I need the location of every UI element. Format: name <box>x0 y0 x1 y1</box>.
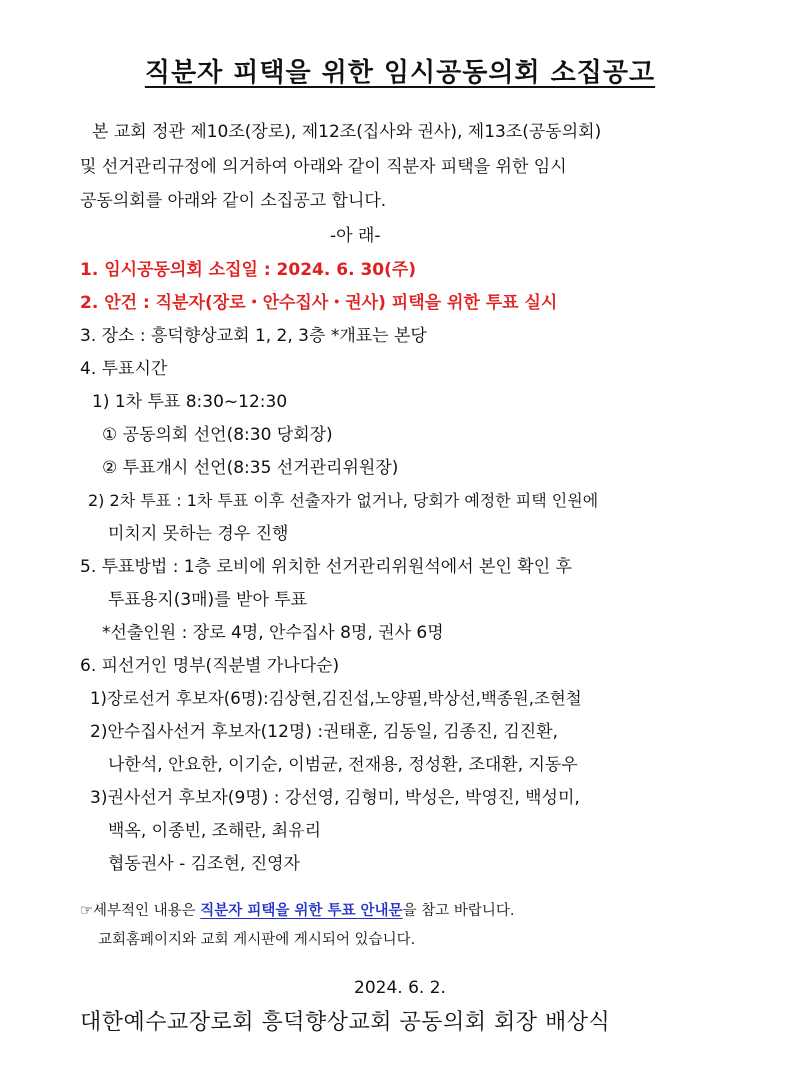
item-6-deacons-line-2: 나한석, 안요한, 이기순, 이범균, 전재용, 정성환, 조대환, 지동우 <box>108 755 578 775</box>
separator: -아 래- <box>330 226 381 246</box>
note-suffix: 을 참고 바랍니다. <box>402 903 515 919</box>
item-4-1-a: ① 공동의회 선언(8:30 당회장) <box>102 425 333 445</box>
item-6-deacons-line-1: 2)안수집사선거 후보자(12명) :권태훈, 김동일, 김종진, 김진환, <box>90 722 558 742</box>
item-1-date: 1. 임시공동의회 소집일 : 2024. 6. 30(주) <box>80 260 417 280</box>
item-4-2-line-2: 미치지 못하는 경우 진행 <box>108 524 289 544</box>
item-6-elders: 1)장로선거 후보자(6명):김상현,김진섭,노양필,박상선,백종원,조현철 <box>90 689 582 708</box>
signature: 대한예수교장로회 흥덕향상교회 공동의회 회장 배상식 <box>80 1010 611 1035</box>
item-2-agenda: 2. 안건 : 직분자(장로・안수집사・권사) 피택을 위한 투표 실시 <box>80 293 558 313</box>
note-prefix: ☞세부적인 내용은 <box>80 903 201 919</box>
item-4-heading: 4. 투표시간 <box>80 359 168 379</box>
intro-line-2: 및 선거관리규정에 의거하여 아래와 같이 직분자 피택을 위한 임시 <box>80 157 567 177</box>
item-5-line-2: 투표용지(3매)를 받아 투표 <box>108 590 308 610</box>
item-5-quota: *선출인원 : 장로 4명, 안수집사 8명, 권사 6명 <box>102 623 444 643</box>
guide-link[interactable]: 직분자 피택을 위한 투표 안내문 <box>200 903 403 919</box>
note-line-2: 교회홈페이지와 교회 게시판에 게시되어 있습니다. <box>98 932 416 948</box>
item-6-deaconesses-line-1: 3)권사선거 후보자(9명) : 강선영, 김형미, 박성은, 박영진, 백성미, <box>90 788 580 808</box>
title-text: 직분자 피택을 위한 임시공동의회 소집공고 <box>144 58 656 88</box>
item-5-line-1: 5. 투표방법 : 1층 로비에 위치한 선거관리위원석에서 본인 확인 후 <box>80 557 572 577</box>
item-4-1-b: ② 투표개시 선언(8:35 선거관리위원장) <box>102 458 399 478</box>
intro-line-3: 공동의회를 아래와 같이 소집공고 합니다. <box>80 191 387 211</box>
item-4-2-line-1: 2) 2차 투표 : 1차 투표 이후 선출자가 없거나, 당회가 예정한 피택 인원에 <box>88 491 599 510</box>
item-6-cooperating: 협동권사 - 김조현, 진영자 <box>108 854 300 874</box>
note-line-1 <box>80 903 514 920</box>
notice-date: 2024. 6. 2. <box>354 978 446 998</box>
item-3-place: 3. 장소 : 흥덕향상교회 1, 2, 3층 *개표는 본당 <box>80 326 427 346</box>
intro-line-1: 본 교회 정관 제10조(장로), 제12조(집사와 권사), 제13조(공동의회) <box>92 122 602 142</box>
page-title <box>0 52 800 89</box>
item-6-deaconesses-line-2: 백옥, 이종빈, 조해란, 최유리 <box>108 821 322 841</box>
item-4-1: 1) 1차 투표 8:30~12:30 <box>92 392 288 412</box>
item-6-heading: 6. 피선거인 명부(직분별 가나다순) <box>80 656 340 676</box>
